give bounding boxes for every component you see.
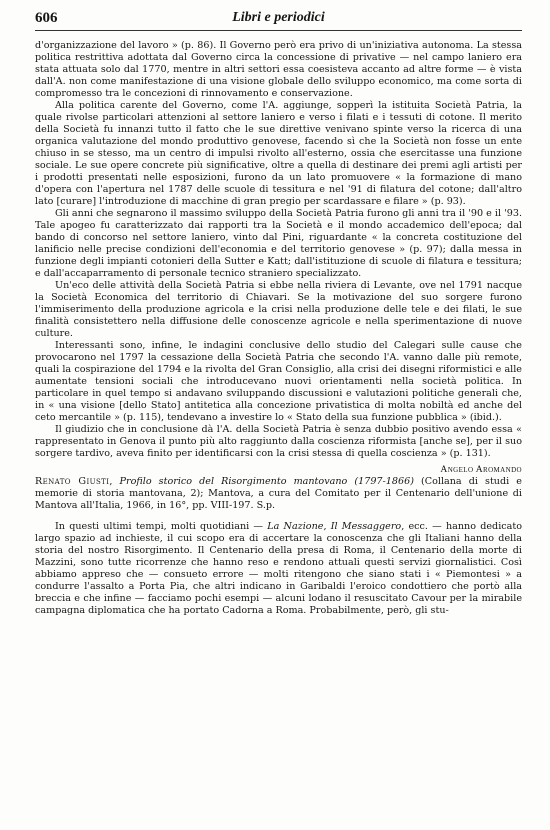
review-text-part: In questi ultimi tempi, molti quotidiani —	[55, 521, 268, 532]
page-header	[35, 8, 522, 31]
review-signature: Angelo Aromando	[440, 464, 522, 475]
paragraph-conclusion: Il giudizio che in conclusione dà l'A. della Società Patria è senza dubbio positivo avendo essa « rappresentato in Genova il punto più alto raggiunto dalla coscienza riformista [anche se], per il suo sorgere tardivo, aveva finito per identificarsi con la crisi stessa di quella coscienza » (p. 131).	[35, 424, 522, 459]
review-book-details: (Collana di studi e memorie di storia mantovana, 2); Mantova, a cura del Comitato per il Centenario dell'unione di Mantova all'Italia, 1966, in 16°, pp. VIII-197. S.p.	[35, 476, 522, 511]
newspaper-name: Il Messaggero	[330, 521, 402, 532]
review-opening-paragraph	[35, 521, 522, 617]
review-text-part: , ecc. — hanno dedicato largo spazio ad inchieste, il cui scopo era di accertare la conoscenza che gli Italiani hanno della storia del nostro Risorgimento. Il Centenario della presa di Roma, il Centenario della morte di Mazzini, sono tutte ricorrenze che hanno reso e rendono attuali questi servizi giornalistici. Così abbiamo appreso che — consueto errore — molti ritengono che siano stati i « Piemontesi » a condurre l'assalto a Porta Pia, che altri indicano in Garibaldi l'eroico condottiero che portò alla breccia e che infine — facciamo pochi esempi — alcuni lodano il resuscitato Cavour per la mirabile campagna diplomatica che ha portato Cadorna a Roma. Probabilmente, però, gli stu-	[35, 521, 522, 616]
review-citation: Renato Giusti, Profilo storico del Risorgimento mantovano (1797-1866) (Collana di studi e memorie di storia mantovana, 2); Mantova, a cura del Comitato per il Centenario dell'unione di Mantova all'Italia, 1966, in 16°, pp. VIII-197. S.p.	[35, 476, 522, 511]
article-body	[35, 40, 522, 617]
page-number: 606	[35, 10, 58, 26]
paragraph-continuation: d'organizzazione del lavoro » (p. 86). Il Governo però era privo di un'iniziativa autonoma. La stessa politica restrittiva adottata dal Governo circa la concessione di privative — nel campo laniero era stata attuata solo dal 1770, mentre in altri settori essa coesisteva accanto ad altre forme — è vista dall'A. non come manifestazione di una visione globale dello sviluppo economico, ma come sorta di compromesso tra le concezioni di rinnovamento e conservazione.	[35, 40, 522, 99]
review-book-title: Profilo storico del Risorgimento mantovano (1797-1866)	[119, 476, 414, 487]
review-author: Renato Giusti	[35, 476, 110, 487]
paragraph-societa-patria: Alla politica carente del Governo, come l'A. aggiunge, sopperì la istituita Società Patria, la quale rivolse particolari attenzioni al settore laniero e verso i filati e i tessuti di cotone. Il merito della Società fu innanzi tutto il fatto che le sue direttive venivano spinte verso la ricerca di una organica valutazione del mondo produttivo genovese, facendo sì che la Società non fosse un ente chiuso in se stesso, ma un centro di impulsi rivolto all'esterno, ossia che esercitasse una funzione sociale. Le sue opere concrete più significative, oltre a quella di destinare dei premi agli artisti per i prodotti presentati nelle esposizioni, furono da un lato promuovere « la formazione di mano d'opera con l'apertura nel 1787 delle scuole di tessitura e nel '91 di filatura del cotone; dall'altro lato [curare] l'introduzione di macchine di gran pregio per scardassare e filare » (p. 93).	[35, 100, 522, 207]
review-text-part: ,	[323, 521, 331, 532]
newspaper-name: La Nazione	[267, 521, 324, 532]
paragraph-cessation: Interessanti sono, infine, le indagini conclusive dello studio del Calegari sulle cause che provocarono nel 1797 la cessazione della Società Patria che secondo l'A. vanno dalle più remote, quali la cospirazione del 1794 e la rivolta del Gran Consiglio, alla crisi dei disegni riformistici e alle aumentate tensioni sociali che introducevano nuovi orientamenti nella società politica. In particolare in quel tempo si andavano sviluppando discussioni e valutazioni politiche generali che, in « una visione [dello Stato] antitetica alla concezione privatistica di molta nobiltà ed anche del ceto mercantile » (p. 115), tendevano a investire lo « Stato della sua funzione pubblica » (ibid.).	[35, 340, 522, 423]
running-title: Libri e periodici	[232, 10, 325, 25]
paragraph-chiavari: Un'eco delle attività della Società Patria si ebbe nella riviera di Levante, ove nel 1791 nacque la Società Economica del territorio di Chiavari. Se la motivazione del suo sorgere furono l'immiserimento della produzione agricola e la crisi nella produzione delle tele e dei filati, le sue finalità consistettero nella diffusione delle conoscenze agricole e nella sperimentazione di nuove culture.	[35, 280, 522, 339]
paragraph-apogee: Gli anni che segnarono il massimo sviluppo della Società Patria furono gli anni tra il '90 e il '93. Tale apogeo fu caratterizzato dai rapporti tra la Società e il mondo accademico dell'epoca; dal bando di concorso nel settore laniero, vinto dal Pini, riguardante « la concreta costituzione del lanificio nelle precise condizioni dell'economia e del territorio genovese » (p. 97); dalla messa in funzione degli impianti cotonieri della Sutter e Katt; dall'istituzione di scuole di filatura e tessitura; e dall'accaparramento di personale tecnico straniero specializzato.	[35, 208, 522, 279]
